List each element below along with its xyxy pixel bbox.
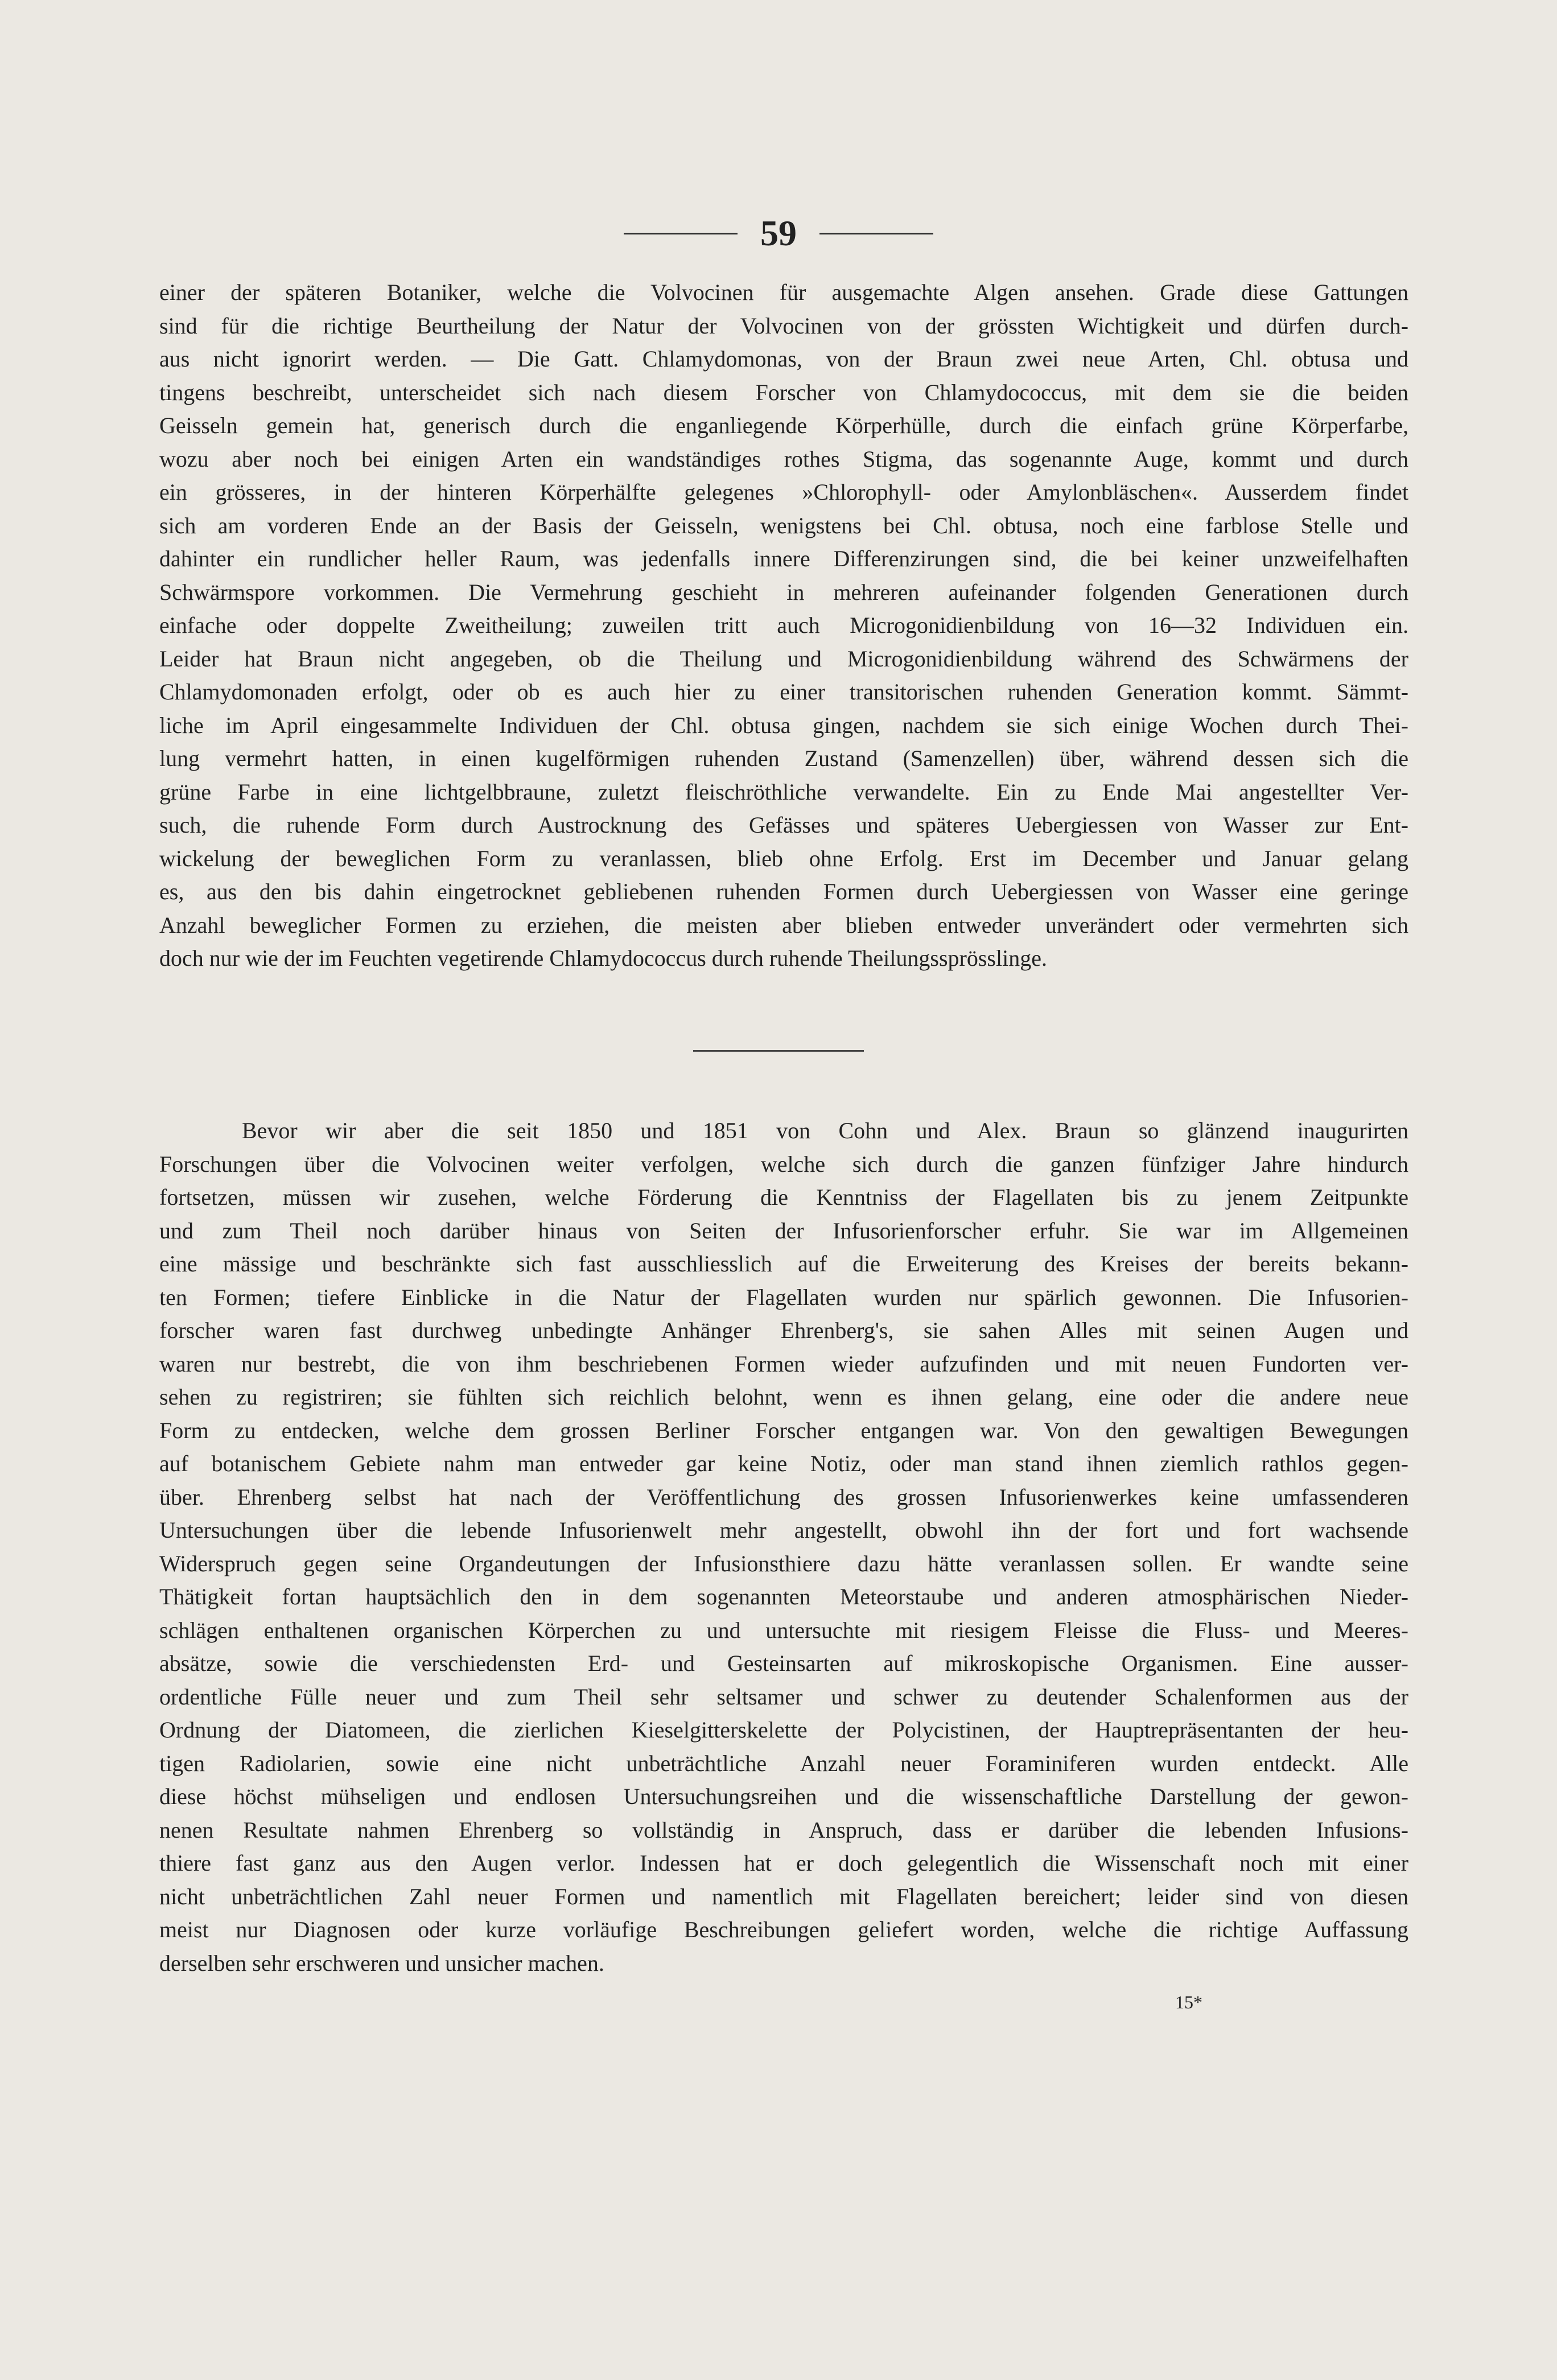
text-line: ten Formen; tiefere Einblicke in die Natur der Flagellaten wurden nur spärlich gewonnen. Die Infusorien- [159,1284,1408,1310]
text-line: Chlamydomonaden erfolgt, oder ob es auch hier zu einer transitorischen ruhenden Generation kommt. Sämmt- [159,679,1408,705]
page-number: 59 [760,213,797,253]
header-rule-left [624,233,738,234]
text-line: diese höchst mühseligen und endlosen Untersuchungsreihen und die wissenschaftliche Darstellung der gewon- [159,1784,1408,1809]
text-line: sind für die richtige Beurtheilung der Natur der Volvocinen von der grössten Wichtigkeit und dürfen durch- [159,312,1408,339]
text-line: thiere fast ganz aus den Augen verlor. Indessen hat er doch gelegentlich die Wissenschaft noch mit einer [159,1850,1408,1876]
text-line: fortsetzen, müssen wir zusehen, welche Förderung die Kenntniss der Flagellaten bis zu jenem Zeitpunkte [159,1184,1408,1210]
text-line: einfache oder doppelte Zweitheilung; zuweilen tritt auch Microgonidienbildung von 16—32 Individuen ein. [159,612,1408,638]
page-header [0,211,1557,256]
text-line: Schwärmspore vorkommen. Die Vermehrung geschieht in mehreren aufeinander folgenden Generationen durch [159,579,1408,605]
text-line: dahinter ein rundlicher heller Raum, was jedenfalls innere Differenzirungen sind, die bei keiner unzweifelhaften [159,546,1408,571]
text-line: Untersuchungen über die lebende Infusorienwelt mehr angestellt, obwohl ihn der fort und fort wachsende [159,1517,1408,1543]
text-line: wozu aber noch bei einigen Arten ein wandständiges rothes Stigma, das sogenannte Auge, kommt und durch [159,446,1408,472]
text-line: Form zu entdecken, welche dem grossen Berliner Forscher entgangen war. Von den gewaltigen Bewegungen [159,1417,1408,1443]
section-separator [693,1050,864,1052]
text-line: doch nur wie der im Feuchten vegetirende Chlamydococcus durch ruhende Theilungssprösslinge. [159,945,1047,971]
text-line: auf botanischem Gebiete nahm man entweder gar keine Notiz, oder man stand ihnen ziemlich rathlos gegen- [159,1451,1408,1476]
text-line: es, aus den bis dahin eingetrocknet gebliebenen ruhenden Formen durch Uebergiessen von Wasser eine geringe [159,879,1408,904]
paragraph-2 [159,1114,1408,1980]
text-line: und zum Theil noch darüber hinaus von Seiten der Infusorienforscher erfuhr. Sie war im Allgemeinen [159,1217,1408,1243]
text-line: einer der späteren Botaniker, welche die Volvocinen für ausgemachte Algen ansehen. Grade diese Gattungen [159,279,1408,305]
signature-mark: 15* [1175,1992,1202,2012]
text-line: such, die ruhende Form durch Austrocknung des Gefässes und späteres Uebergiessen von Wasser zur Ent- [159,812,1408,838]
text-line: Bevor wir aber die seit 1850 und 1851 von Cohn und Alex. Braun so glänzend inaugurirten [242,1118,1408,1143]
text-line: sich am vorderen Ende an der Basis der Geisseln, wenigstens bei Chl. obtusa, noch eine farblose Stelle und [159,512,1408,538]
text-line: Thätigkeit fortan hauptsächlich den in dem sogenannten Meteorstaube und anderen atmosphärischen Nieder- [159,1584,1408,1609]
text-line: eine mässige und beschränkte sich fast ausschliesslich auf die Erweiterung des Kreises der bereits bekann- [159,1251,1408,1277]
text-line: derselben sehr erschweren und unsicher machen. [159,1950,604,1976]
text-line: waren nur bestrebt, die von ihm beschriebenen Formen wieder aufzufinden und mit neuen Fundorten ver- [159,1350,1408,1377]
text-line: liche im April eingesammelte Individuen der Chl. obtusa gingen, nachdem sie sich einige Wochen durch Thei- [159,712,1408,738]
text-line: Widerspruch gegen seine Organdeutungen der Infusionsthiere dazu hätte veranlassen sollen. Er wandte seine [159,1550,1408,1576]
text-line: Geisseln gemein hat, generisch durch die enganliegende Körperhülle, durch die einfach grüne Körperfarbe, [159,413,1408,438]
paragraph-1 [159,276,1408,975]
text-line: nenen Resultate nahmen Ehrenberg so vollständig in Anspruch, dass er darüber die lebenden Infusions- [159,1817,1408,1843]
text-line: tingens beschreibt, unterscheidet sich nach diesem Forscher von Chlamydococcus, mit dem sie die beiden [159,379,1408,405]
text-line: lung vermehrt hatten, in einen kugelförmigen ruhenden Zustand (Samenzellen) über, während dessen sich die [159,746,1408,771]
text-line: Leider hat Braun nicht angegeben, ob die Theilung und Microgonidienbildung während des Schwärmens der [159,645,1408,672]
text-line: Ordnung der Diatomeen, die zierlichen Kieselgitterskelette der Polycistinen, der Hauptrepräsentanten der heu- [159,1717,1408,1743]
text-line: nicht unbeträchtlichen Zahl neuer Formen und namentlich mit Flagellaten bereichert; leider sind von diesen [159,1883,1408,1909]
text-line: ordentliche Fülle neuer und zum Theil sehr seltsamer und schwer zu deutender Schalenformen aus der [159,1683,1408,1710]
text-line: grüne Farbe in eine lichtgelbbraune, zuletzt fleischröthliche verwandelte. Ein zu Ende Mai angestellter Ver- [159,779,1408,805]
text-line: Anzahl beweglicher Formen zu erziehen, die meisten aber blieben entweder unverändert oder vermehrten sich [159,912,1408,938]
text-line: über. Ehrenberg selbst hat nach der Veröffentlichung des grossen Infusorienwerkes keine umfassenderen [159,1484,1408,1510]
text-line: aus nicht ignorirt werden. — Die Gatt. Chlamydomonas, von der Braun zwei neue Arten, Chl. obtusa und [159,346,1408,372]
text-line: meist nur Diagnosen oder kurze vorläufige Beschreibungen geliefert worden, welche die richtige Auffassung [159,1917,1408,1942]
text-line: tigen Radiolarien, sowie eine nicht unbeträchtliche Anzahl neuer Foraminiferen wurden entdeckt. Alle [159,1750,1408,1776]
text-line: schlägen enthaltenen organischen Körperchen zu und untersuchte mit riesigem Fleisse die Fluss- und Meeres- [159,1617,1408,1643]
header-rule-right [819,233,933,234]
text-line: ein grösseres, in der hinteren Körperhälfte gelegenes »Chlorophyll- oder Amylonbläschen«. Ausserdem findet [159,479,1408,505]
text-line: sehen zu registriren; sie fühlten sich reichlich belohnt, wenn es ihnen gelang, eine oder die andere neue [159,1384,1408,1410]
text-line: Forschungen über die Volvocinen weiter verfolgen, welche sich durch die ganzen fünfziger Jahre hindurch [159,1151,1408,1177]
text-line: wickelung der beweglichen Form zu veranlassen, blieb ohne Erfolg. Erst im December und Januar gelang [159,845,1408,871]
text-line: absätze, sowie die verschiedensten Erd- und Gesteinsarten auf mikroskopische Organismen. Eine ausser- [159,1650,1408,1676]
text-line: forscher waren fast durchweg unbedingte Anhänger Ehrenberg's, sie sahen Alles mit seinen Augen und [159,1317,1408,1343]
